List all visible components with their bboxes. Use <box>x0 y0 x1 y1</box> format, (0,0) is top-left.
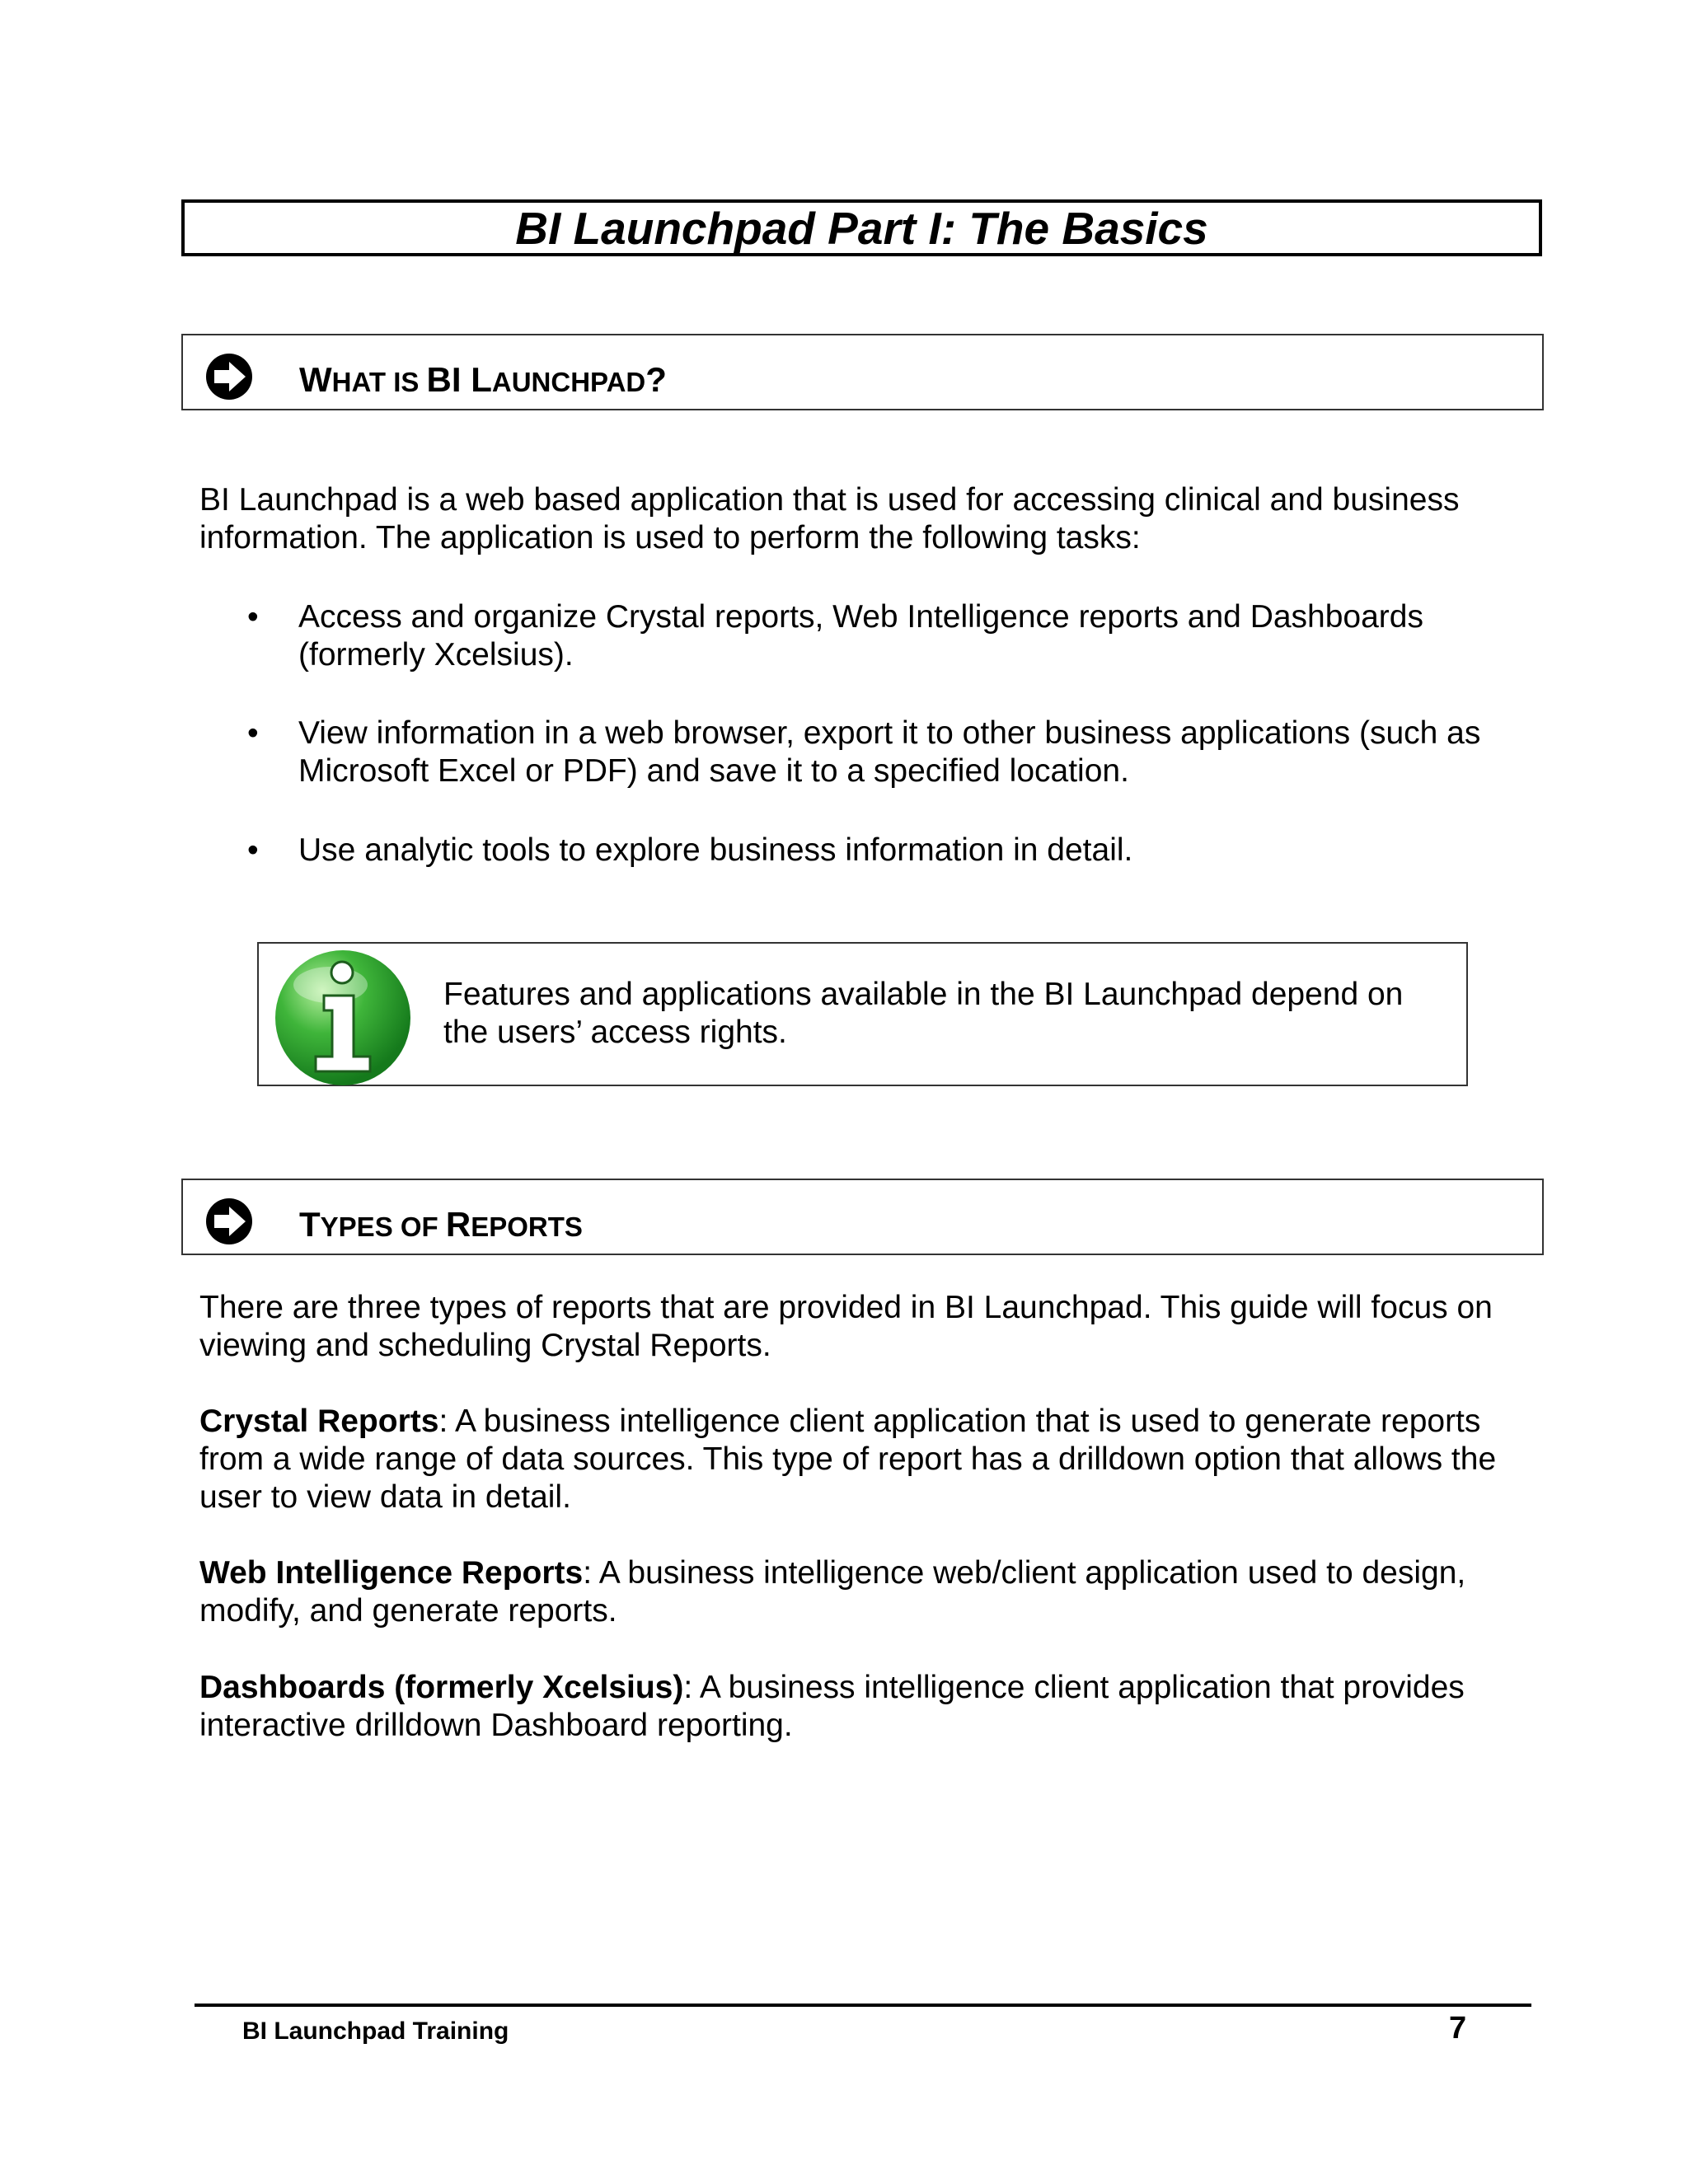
page-title: BI Launchpad Part I: The Basics <box>515 202 1208 254</box>
report-type-webi: Web Intelligence Reports: A business intelligence web/client application used to design, modify, and generate reports. <box>199 1555 1466 1629</box>
section-title: WHAT IS BI LAUNCHPAD? <box>299 360 667 399</box>
info-note-text: Features and applications available in the BI Launchpad depend on the users’ access rights. <box>443 977 1404 1050</box>
info-icon <box>273 948 413 1088</box>
section-header-what-is <box>181 334 1544 410</box>
section-title: TYPES OF REPORTS <box>299 1205 583 1244</box>
info-note-box <box>257 942 1468 1086</box>
page-title-box <box>181 199 1542 256</box>
footer-rule <box>195 2004 1531 2007</box>
section-header-types-of-reports <box>181 1179 1544 1255</box>
bullet-dot: • <box>247 715 259 751</box>
arrow-circle-icon <box>204 1197 254 1246</box>
bullet-dot: • <box>247 599 259 635</box>
bullet-dot: • <box>247 832 259 868</box>
footer-title: BI Launchpad Training <box>242 2018 509 2045</box>
arrow-circle-icon <box>204 352 254 401</box>
section1-intro: BI Launchpad is a web based application that is used for accessing clinical and business information. The application is used to perform the following tasks: <box>199 482 1460 555</box>
section2-intro: There are three types of reports that are provided in BI Launchpad. This guide will focus on viewing and scheduling Crystal Reports. <box>199 1290 1493 1363</box>
report-type-crystal: Crystal Reports: A business intelligence client application that is used to generate reports from a wide range of data sources. This type of report has a drilldown option that allows the user to view data in detail. <box>199 1404 1497 1515</box>
report-type-dashboards: Dashboards (formerly Xcelsius): A business intelligence client application that provides interactive drilldown Dashboard reporting. <box>199 1670 1465 1743</box>
page-number: 7 <box>1449 2011 1467 2046</box>
